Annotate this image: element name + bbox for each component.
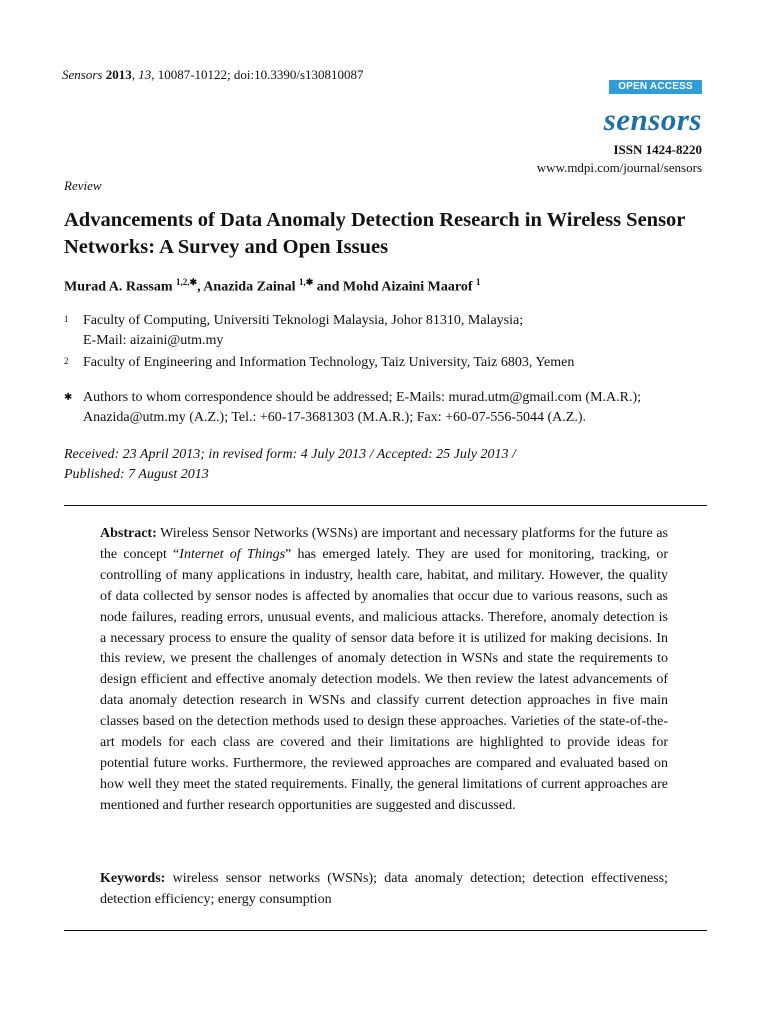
- affiliation-mark: 2: [64, 356, 69, 366]
- article-dates: Received: 23 April 2013; in revised form: 4 July 2013 / Accepted: 25 July 2013 / Published: 7 August 2013: [64, 447, 516, 482]
- author-affil-marks: 1: [476, 277, 481, 287]
- journal-url[interactable]: www.mdpi.com/journal/sensors: [536, 160, 702, 175]
- author-name: Mohd Aizaini Maarof: [342, 279, 473, 295]
- top-divider: [64, 505, 707, 506]
- issn: ISSN 1424-8220: [613, 142, 702, 157]
- journal-logo: sensors: [603, 102, 702, 137]
- affiliation-text: Faculty of Engineering and Information Technology, Taiz University, Taiz 6803, Yemen: [83, 355, 575, 370]
- author-affil-marks: 1,2,✱: [176, 277, 198, 287]
- author-list: Murad A. Rassam $^{1,2,✱}$, Anazida Zainal $^{1,✱}$ and Mohd Aizaini Maarof $^1$: [64, 277, 481, 295]
- correspondence: ✱ Authors to whom correspondence should be addressed; E-Mails: murad.utm@gmail.com (M.A.R.); Anazida@utm.my (A.Z.); Tel.: +60-17-3681303 (M.A.R.); Fax: +60-07-556-5044 (A.Z.).: [64, 390, 642, 425]
- affiliation-2: [0, 353, 768, 375]
- abstract-italic-term: Internet of Things: [179, 546, 286, 562]
- open-access-badge: OPEN ACCESS: [609, 80, 702, 94]
- journal-name: Sensors: [62, 67, 103, 82]
- journal-volume: 13: [138, 67, 152, 82]
- pages-doi: 10087-10122; doi:10.3390/s130810087: [157, 67, 364, 82]
- journal-year: 2013: [105, 67, 132, 82]
- affiliation-1: [0, 311, 768, 353]
- paper-title: Advancements of Data Anomaly Detection Research in Wireless Sensor Networks: A Survey and Open Issues: [64, 209, 686, 258]
- author-name: Anazida Zainal: [203, 279, 296, 295]
- correspondence-mark: ✱: [64, 392, 73, 403]
- abstract-label: Abstract:: [100, 526, 157, 541]
- affiliation-mark: 1: [64, 314, 69, 324]
- citation-line: Sensors 2013, 13, 10087-10122; doi:10.3390/s130810087: [62, 67, 364, 82]
- article-type: Review: [64, 178, 102, 193]
- author-name: Murad A. Rassam: [64, 279, 173, 295]
- abstract: Abstract: Wireless Sensor Networks (WSNs) are important and necessary platforms for the future as the concept “Internet of Things” has emerged lately. They are used for monitoring, tracking, or controlling of many applications in industry, health care, habitat, and military. However, the quality of data collected by sensor nodes is affected by anomalies that occur due to various reasons, such as node failures, reading errors, unusual events, and malicious attacks. Therefore, anomaly detection is a necessary process to ensure the quality of sensor data before it is utilized for making decisions. In this review, we present the challenges of anomaly detection in WSNs and state the requirements to design efficient and effective anomaly detection models. We then review the latest advancements of data anomaly detection research in WSNs and classify current detection approaches in five main classes based on the detection methods used to design these approaches. Varieties of the state-of-the-art models for each class are covered and their limitations are highlighted to provide ideas for potential future works. Furthermore, the reviewed approaches are compared and evaluated based on how well they meet the stated requirements. Finally, the general limitations of current approaches are mentioned and further research opportunities are suggested and discussed.: [100, 526, 668, 813]
- keywords: Keywords: wireless sensor networks (WSNs); data anomaly detection; detection effectiveness; detection efficiency; energy consumption: [100, 871, 668, 907]
- affiliation-text: Faculty of Computing, Universiti Teknologi Malaysia, Johor 81310, Malaysia; E-Mail: aizaini@utm.my: [83, 311, 703, 351]
- bottom-divider: [64, 930, 707, 931]
- author-affil-marks: 1,✱: [299, 277, 314, 287]
- keywords-label: Keywords:: [100, 871, 166, 886]
- affiliation-email: E-Mail: aizaini@utm.my: [83, 333, 224, 348]
